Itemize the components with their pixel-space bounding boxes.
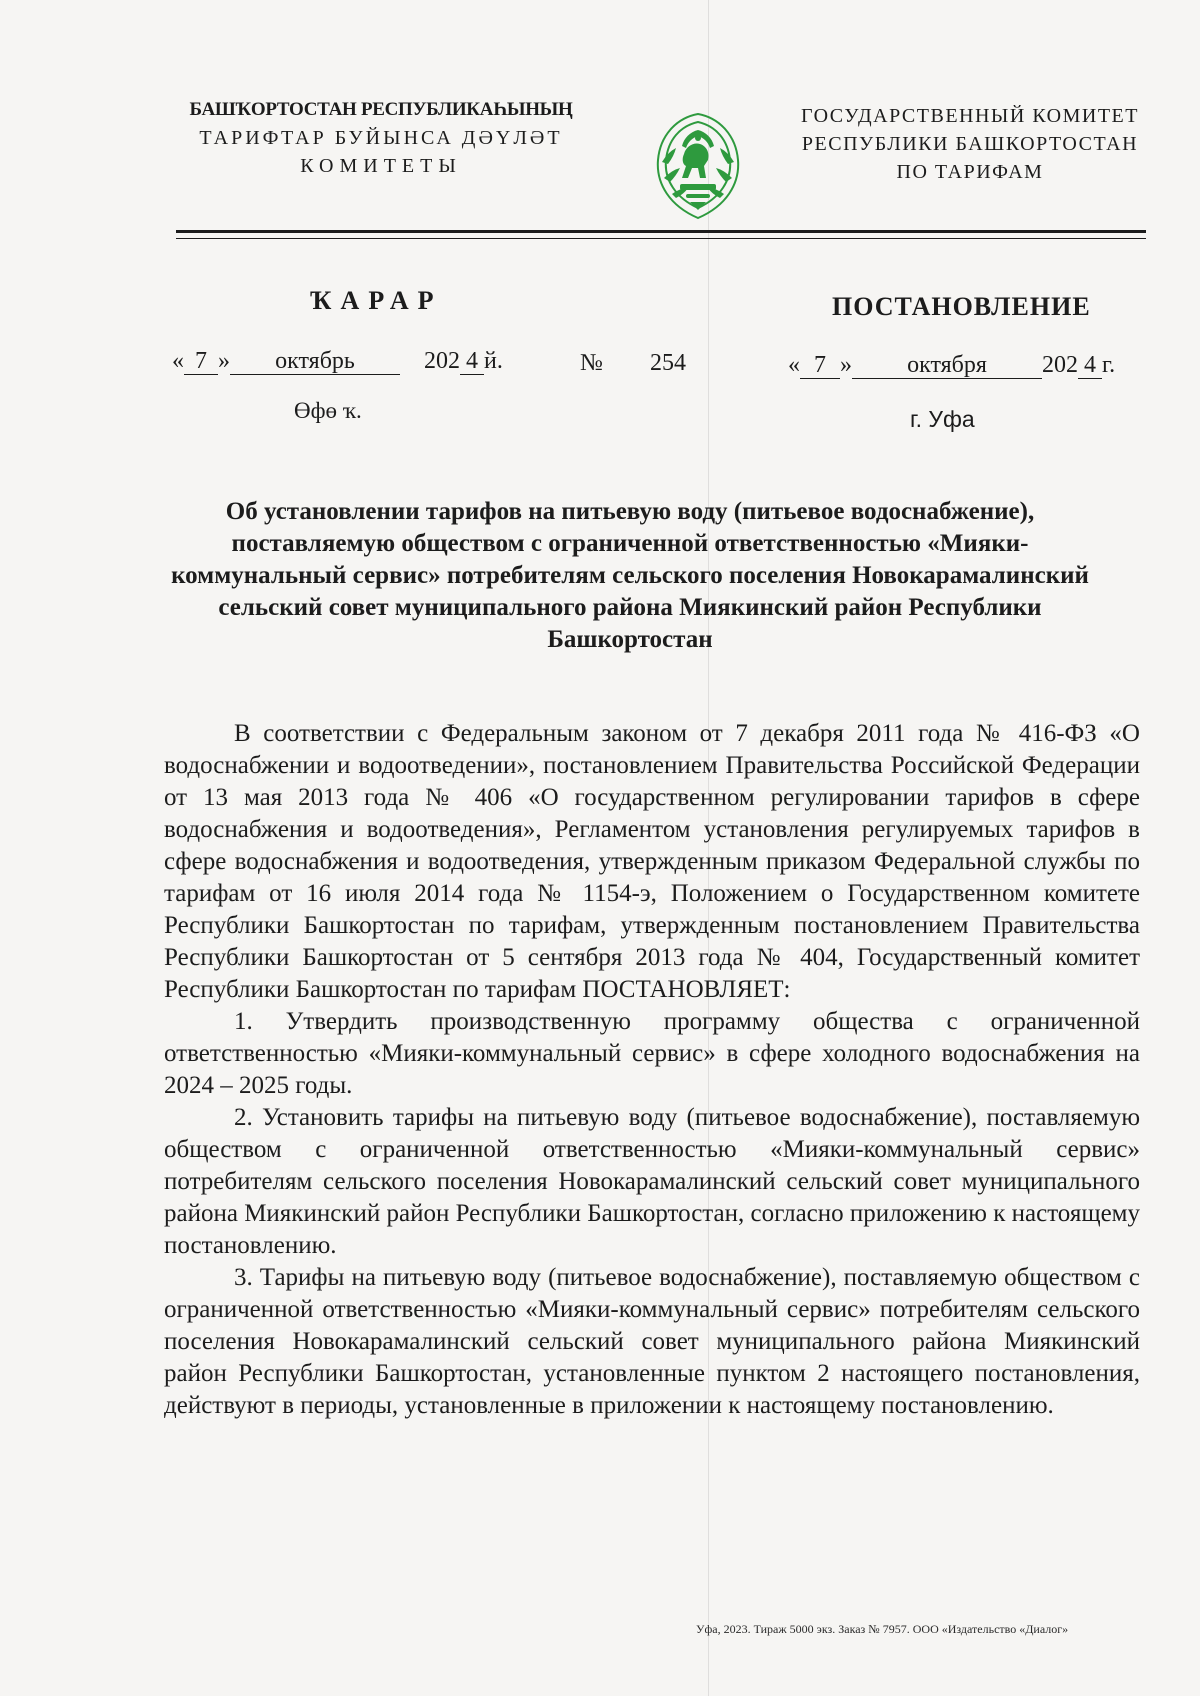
header-right-line-2: РЕСПУБЛИКИ БАШКОРТОСТАН bbox=[801, 133, 1139, 155]
decree-date-bashkir bbox=[172, 348, 503, 375]
date-close-quote: » bbox=[840, 352, 852, 378]
date-year-prefix: 202 bbox=[1042, 352, 1078, 378]
header-left-line-1: БАШҠОРТОСТАН РЕСПУБЛИКАҺЫНЫҢ bbox=[189, 99, 573, 120]
header-left-line-2: ТАРИФТАР БУЙЫНСА ДӘҮЛӘТ bbox=[199, 127, 563, 149]
print-footer: Уфа, 2023. Тираж 5000 экз. Заказ № 7957. ООО «Издательство «Диалог» bbox=[696, 1622, 1069, 1636]
date-day: 7 bbox=[800, 352, 840, 379]
date-suffix: г. bbox=[1102, 352, 1116, 378]
date-month: октября bbox=[852, 352, 1042, 379]
decree-body bbox=[164, 718, 1140, 1422]
date-month: октябрь bbox=[230, 348, 400, 375]
city-russian: г. Уфа bbox=[910, 406, 975, 432]
header-left-bashkir bbox=[172, 96, 590, 180]
decree-title-bashkir: ҠАРАР bbox=[310, 286, 443, 315]
header-right-russian bbox=[790, 102, 1150, 186]
body-item-1: 1. Утвердить производственную программу общества с ограниченной ответственностью «Мияки-коммунальный сервис» в сфере холодного водоснабжения на 2024 – 2025 годы. bbox=[164, 1008, 1140, 1099]
body-item-2: 2. Установить тарифы на питьевую воду (питьевое водоснабжение), поставляемую обществом с ограниченной ответственностью «Мияки-коммунальный сервис» потребителям сельского поселения Новокарамалинский сельский совет муниципального района Миякинский район Республики Башкортостан, согласно приложению к настоящему постановлению. bbox=[164, 1104, 1140, 1259]
date-close-quote: » bbox=[218, 348, 230, 374]
decree-number: 254 bbox=[650, 350, 686, 376]
decree-date-russian bbox=[788, 352, 1115, 379]
city-bashkir: Өфө ҡ. bbox=[294, 398, 362, 423]
date-open-quote: « bbox=[172, 348, 184, 374]
header-left-line-3: КОМИТЕТЫ bbox=[300, 155, 462, 177]
date-open-quote: « bbox=[788, 352, 800, 378]
header-rule-thin bbox=[176, 238, 1146, 239]
body-item-3: 3. Тарифы на питьевую воду (питьевое водоснабжение), поставляемую обществом с ограниченной ответственностью «Мияки-коммунальный сервис» потребителям сельского поселения Новокарамалинский сельский совет муниципального района Миякинский район Республики Башкортостан, установленные пунктом 2 настоящего постановления, действуют в периоды, установленные в приложении к настоящему постановлению. bbox=[164, 1264, 1140, 1419]
header-right-line-1: ГОСУДАРСТВЕННЫЙ КОМИТЕТ bbox=[801, 105, 1139, 127]
bashkortostan-emblem-icon bbox=[646, 108, 750, 224]
body-preamble: В соответствии с Федеральным законом от 7 декабря 2011 года № 416-ФЗ «О водоснабжении и водоотведении», постановлением Правительства Российской Федерации от 13 мая 2013 года № 406 «О государственном регулировании тарифов в сфере водоснабжения и водоотведения», Регламентом установления регулируемых тарифов в сфере водоснабжения и водоотведения, утвержденным приказом Федеральной службы по тарифам от 16 июля 2014 года № 1154-э, Положением о Государственном комитете Республики Башкортостан по тарифам, утвержденным постановлением Правительства Республики Башкортостан от 5 сентября 2013 года № 404, Государственный комитет Республики Башкортостан по тарифам ПОСТАНОВЛЯЕТ: bbox=[164, 720, 1140, 1003]
date-year-prefix: 202 bbox=[424, 348, 460, 374]
date-suffix: й. bbox=[484, 348, 503, 374]
date-day: 7 bbox=[184, 348, 218, 375]
decree-subject-title: Об установлении тарифов на питьевую воду (питьевое водоснабжение), поставляемую обществом с ограниченной ответственностью «Мияки-коммунальный сервис» потребителям сельского поселения Новокарамалинский сельский совет муниципального района Миякинский район Республики Башкортостан bbox=[171, 498, 1089, 653]
decree-number-label: № bbox=[580, 350, 603, 376]
header-rule-thick bbox=[176, 230, 1146, 233]
date-year-digit: 4 bbox=[460, 348, 484, 375]
header-right-line-3: ПО ТАРИФАМ bbox=[896, 161, 1044, 183]
decree-title-russian: ПОСТАНОВЛЕНИЕ bbox=[832, 292, 1091, 321]
date-year-digit: 4 bbox=[1078, 352, 1102, 379]
